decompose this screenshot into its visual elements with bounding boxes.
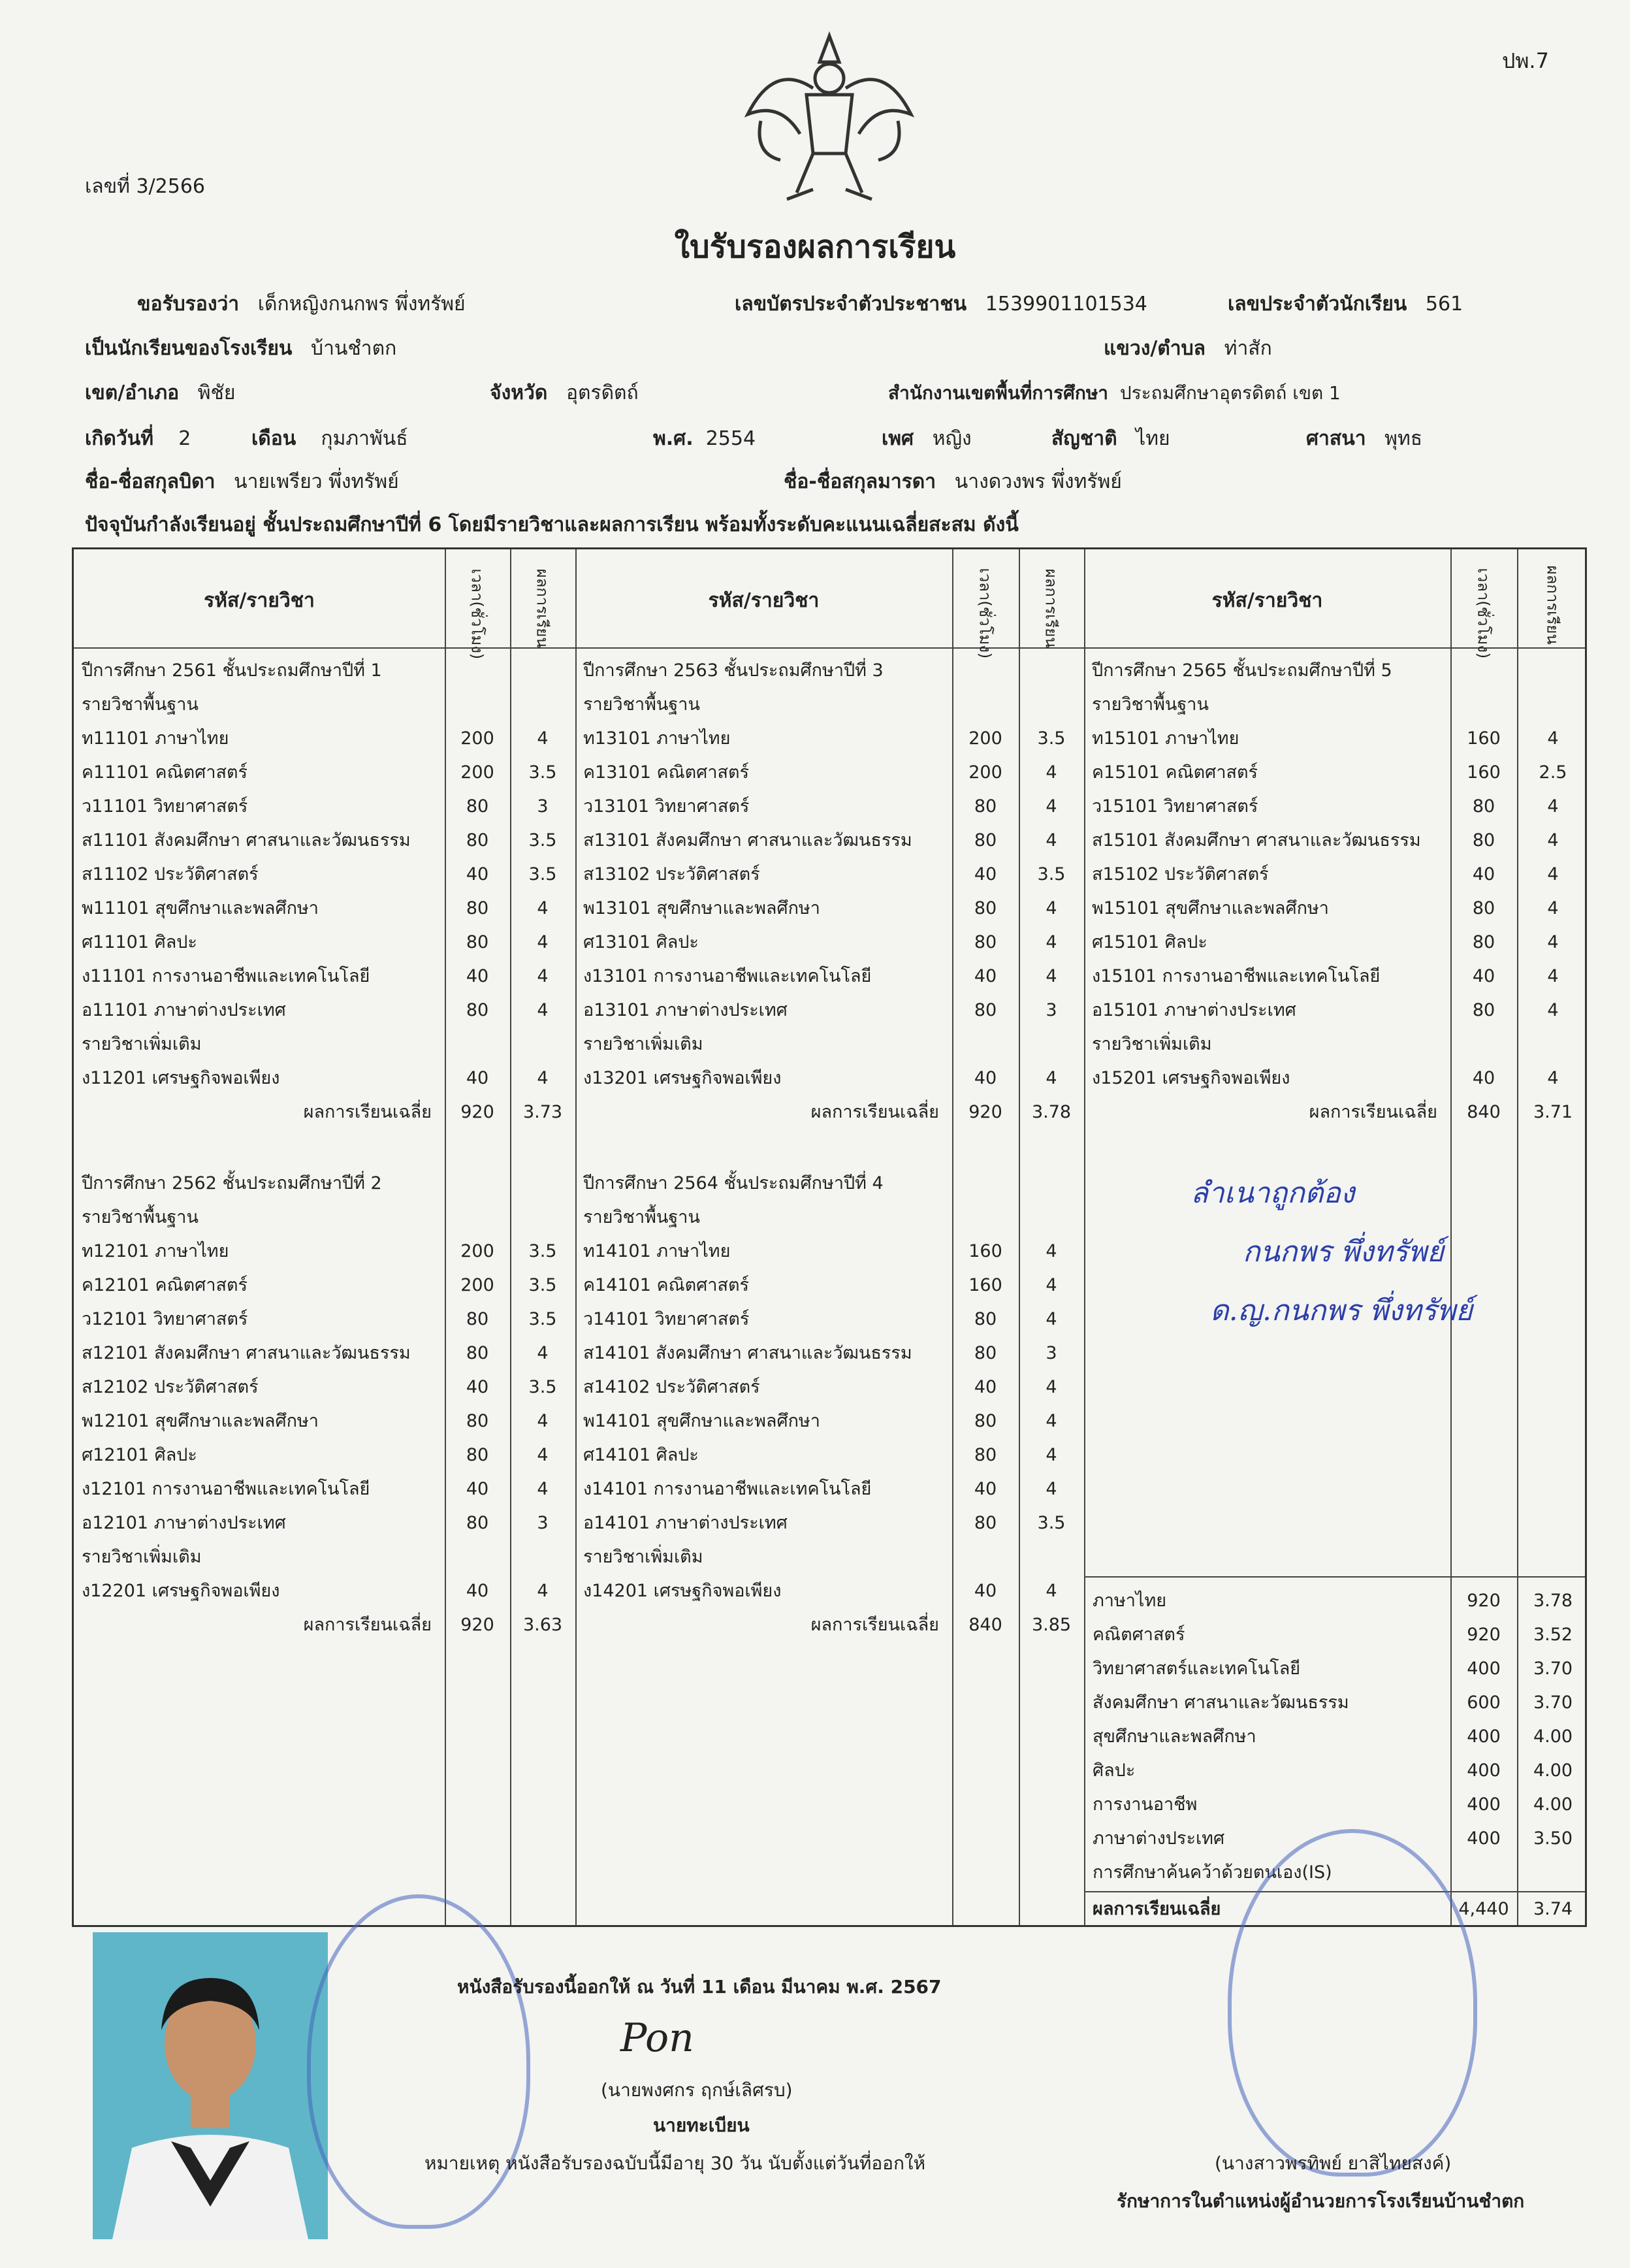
- current-status: ปัจจุบันกำลังเรียนอยู่ ชั้นประถมศึกษาปีที่ 6 โดยมีรายวิชาและผลการเรียน พร้อมทั้งระดับคะแนนเฉลี่ยสะสม ดังนี้: [85, 513, 1019, 536]
- subject-grade: 4: [1046, 966, 1057, 986]
- col-header-hours-3: เวลา(ชั่วโมง): [1474, 568, 1493, 659]
- core-subjects-label: รายวิชาพื้นฐาน: [82, 1207, 199, 1227]
- subject-name: ง12101 การงานอาชีพและเทคโนโลยี: [82, 1479, 370, 1499]
- subject-hours: 40: [466, 864, 489, 884]
- school-label: เป็นนักเรียนของโรงเรียน: [85, 337, 293, 360]
- subject-name: ศ13101 ศิลปะ: [583, 932, 699, 952]
- subject-hours: 80: [466, 1411, 489, 1431]
- subject-name: ค12101 คณิตศาสตร์: [82, 1275, 248, 1295]
- subject-hours: 200: [968, 762, 1002, 783]
- summary-grade: 3.50: [1533, 1828, 1573, 1849]
- page-title: ใบรับรองผลการเรียน: [674, 229, 956, 265]
- subject-name: ว15101 วิทยาศาสตร์: [1092, 796, 1258, 817]
- religion-value: พุทธ: [1384, 427, 1423, 450]
- subject-name: ท11101 ภาษาไทย: [82, 728, 229, 749]
- subject-hours: 80: [974, 1445, 997, 1465]
- student-id-label: เลขประจำตัวนักเรียน: [1228, 293, 1407, 316]
- subject-grade: 3: [537, 796, 549, 817]
- school-row: [85, 333, 396, 364]
- subject-grade: 4: [1046, 796, 1057, 817]
- subject-grade: 3.5: [1037, 864, 1066, 884]
- subject-hours: 80: [974, 1411, 997, 1431]
- year-average-grade: 3.63: [522, 1615, 563, 1635]
- handwriting-line-3: ด.ญ.กนกพร พึ่งทรัพย์: [1210, 1294, 1473, 1327]
- summary-subject: ภาษาต่างประเทศ: [1093, 1828, 1225, 1849]
- subject-hours: 80: [974, 830, 997, 850]
- year-average-grade: 3.78: [1031, 1102, 1072, 1122]
- subject-grade: 4: [537, 1445, 549, 1465]
- summary-grade: 3.70: [1533, 1693, 1573, 1713]
- subject-grade: 4: [1547, 966, 1559, 986]
- subdistrict-row: [1104, 333, 1272, 364]
- subject-name: ง11201 เศรษฐกิจพอเพียง: [82, 1068, 280, 1088]
- subject-hours: 40: [1472, 966, 1495, 986]
- province-value: อุตรดิตถ์: [566, 381, 639, 404]
- subject-hours: 200: [968, 728, 1002, 749]
- subject-grade: 4: [1547, 1000, 1559, 1020]
- subject-grade: 4: [1046, 830, 1057, 850]
- subject-grade: 4: [1046, 1377, 1057, 1397]
- father-row: [85, 466, 399, 497]
- subject-hours: 80: [974, 1000, 997, 1020]
- id-card-label: เลขบัตรประจำตัวประชาชน: [735, 293, 967, 316]
- subject-grade: 4: [1547, 898, 1559, 918]
- subject-name: ส15101 สังคมศึกษา ศาสนาและวัฒนธรรม: [1092, 830, 1421, 850]
- birth-day-value: 2: [178, 427, 191, 450]
- subject-name: ง11101 การงานอาชีพและเทคโนโลยี: [82, 966, 370, 986]
- subject-name: ง13201 เศรษฐกิจพอเพียง: [583, 1068, 782, 1088]
- subject-hours: 40: [974, 966, 997, 986]
- core-subjects-label: รายวิชาพื้นฐาน: [583, 1207, 700, 1227]
- area-office-row: [888, 379, 1341, 408]
- subject-name: ง15101 การงานอาชีพและเทคโนโลยี: [1092, 966, 1381, 986]
- subject-grade: 3: [537, 1513, 549, 1533]
- summary-grade: 4.00: [1533, 1760, 1573, 1781]
- subject-hours: 80: [466, 796, 489, 817]
- summary-subject: วิทยาศาสตร์และเทคโนโลยี: [1093, 1659, 1301, 1679]
- subject-grade: 4: [537, 1343, 549, 1363]
- birth-month-label: เดือน: [251, 427, 296, 450]
- form-code: ปพ.7: [1502, 48, 1549, 73]
- subject-grade: 4: [1547, 1068, 1559, 1088]
- province-label: จังหวัด: [490, 381, 548, 404]
- subject-name: ท15101 ภาษาไทย: [1092, 728, 1239, 749]
- subject-grade: 4: [1547, 864, 1559, 884]
- subject-name: ว14101 วิทยาศาสตร์: [583, 1309, 750, 1329]
- subject-grade: 4: [1046, 1275, 1057, 1295]
- id-card-value: 1539901101534: [985, 293, 1147, 316]
- summary-hours: 920: [1467, 1591, 1501, 1611]
- col-header-grade-1: ผลการเรียน: [533, 568, 552, 648]
- summary-grade: 3.52: [1533, 1625, 1573, 1645]
- subject-hours: 80: [974, 1309, 997, 1329]
- summary-hours: [1450, 1856, 1517, 1890]
- subject-grade: 4: [1046, 1068, 1057, 1088]
- mother-row: [784, 466, 1122, 497]
- subject-hours: 80: [1472, 932, 1495, 952]
- summary-hours: 400: [1467, 1659, 1501, 1679]
- director-title: รักษาการในตำแหน่งผู้อำนวยการโรงเรียนบ้านชำตก: [1117, 2190, 1525, 2212]
- subject-grade: 4: [537, 1411, 549, 1431]
- area-office-label: สำนักงานเขตพื้นที่การศึกษา: [888, 382, 1109, 404]
- year-average-label: ผลการเรียนเฉลี่ย: [810, 1615, 939, 1635]
- subject-name: ส14101 สังคมศึกษา ศาสนาและวัฒนธรรม: [583, 1343, 912, 1363]
- subject-hours: 200: [460, 1241, 494, 1261]
- col-header-subject-2: รหัส/รายวิชา: [708, 589, 820, 612]
- subject-grade: 4: [1547, 728, 1559, 749]
- year-title: ปีการศึกษา 2561 ชั้นประถมศึกษาปีที่ 1: [82, 660, 382, 681]
- student-name: เด็กหญิงกนกพร พึ่งทรัพย์: [257, 293, 466, 316]
- birth-day-label: เกิดวันที่: [85, 427, 154, 450]
- year-title: ปีการศึกษา 2565 ชั้นประถมศึกษาปีที่ 5: [1092, 660, 1392, 681]
- subject-name: อ12101 ภาษาต่างประเทศ: [82, 1513, 286, 1533]
- subject-hours: 40: [974, 1581, 997, 1601]
- subject-grade: 3: [1046, 1343, 1057, 1363]
- subject-hours: 80: [466, 1343, 489, 1363]
- summary-grade: 3.70: [1533, 1659, 1573, 1679]
- subject-name: ท12101 ภาษาไทย: [82, 1241, 229, 1261]
- subject-name: ศ15101 ศิลปะ: [1092, 932, 1207, 952]
- religion-label: ศาสนา: [1306, 427, 1366, 450]
- subject-hours: 80: [1472, 796, 1495, 817]
- year-average-label: ผลการเรียนเฉลี่ย: [810, 1102, 939, 1122]
- subject-hours: 80: [974, 898, 997, 918]
- cert-label: ขอรับรองว่า: [137, 293, 240, 316]
- subject-name: ค14101 คณิตศาสตร์: [583, 1275, 749, 1295]
- school-value: บ้านชำตก: [311, 337, 397, 360]
- subject-hours: 160: [968, 1241, 1002, 1261]
- summary-hours: 400: [1467, 1726, 1501, 1747]
- year-average-hours: 920: [968, 1102, 1002, 1122]
- area-office-value: ประถมศึกษาอุตรดิตถ์ เขต 1: [1119, 382, 1341, 404]
- subject-hours: 80: [466, 830, 489, 850]
- subject-hours: 40: [466, 1479, 489, 1499]
- subject-hours: 80: [1472, 898, 1495, 918]
- subject-name: ส12102 ประวัติศาสตร์: [82, 1377, 259, 1397]
- subject-grade: 4: [537, 1479, 549, 1499]
- birth-day-row: [85, 423, 191, 454]
- overall-grade: 3.74: [1533, 1899, 1573, 1919]
- subject-name: ง12201 เศรษฐกิจพอเพียง: [82, 1581, 280, 1601]
- year-average-hours: 920: [460, 1615, 494, 1635]
- subject-name: อ11101 ภาษาต่างประเทศ: [82, 1000, 286, 1020]
- subject-grade: 4: [537, 1068, 549, 1088]
- summary-subject: คณิตศาสตร์: [1093, 1625, 1185, 1645]
- summary-subject: การงานอาชีพ: [1093, 1794, 1198, 1815]
- subject-hours: 200: [460, 728, 494, 749]
- registrar-signature: Pon: [620, 2015, 694, 2061]
- province-row: [490, 378, 639, 408]
- doc-number-label: เลขที่: [85, 175, 130, 198]
- subject-grade: 4: [1046, 898, 1057, 918]
- subject-grade: 4: [1046, 1309, 1057, 1329]
- col-header-hours-2: เวลา(ชั่วโมง): [976, 568, 995, 659]
- subject-grade: 3.5: [528, 1309, 557, 1329]
- subject-grade: 4: [537, 1000, 549, 1020]
- subject-name: อ13101 ภาษาต่างประเทศ: [583, 1000, 788, 1020]
- subject-grade: 4: [537, 966, 549, 986]
- birth-month-value: กุมภาพันธ์: [321, 427, 408, 450]
- col-header-grade-2: ผลการเรียน: [1042, 568, 1061, 648]
- year-average-hours: 920: [460, 1102, 494, 1122]
- school-seal-right: [1228, 1829, 1477, 2177]
- district-label: เขต/อำเภอ: [85, 381, 180, 404]
- subject-hours: 160: [968, 1275, 1002, 1295]
- religion-row: [1306, 423, 1422, 454]
- subject-hours: 160: [1467, 762, 1501, 783]
- extra-subjects-label: รายวิชาเพิ่มเติม: [82, 1034, 202, 1054]
- summary-hours: 920: [1467, 1625, 1501, 1645]
- extra-subjects-label: รายวิชาเพิ่มเติม: [583, 1034, 703, 1054]
- subject-name: ส15102 ประวัติศาสตร์: [1092, 864, 1269, 884]
- summary-subject: ศิลปะ: [1093, 1760, 1136, 1781]
- subject-name: ค11101 คณิตศาสตร์: [82, 762, 248, 783]
- garuda-emblem: [735, 23, 924, 212]
- year-title: ปีการศึกษา 2562 ชั้นประถมศึกษาปีที่ 2: [82, 1173, 382, 1193]
- handwriting-line-1: ลำเนาถูกต้อง: [1191, 1176, 1355, 1210]
- subject-hours: 40: [1472, 864, 1495, 884]
- subject-name: ง14201 เศรษฐกิจพอเพียง: [583, 1581, 782, 1601]
- birth-year-value: 2554: [705, 427, 756, 450]
- subject-hours: 80: [466, 898, 489, 918]
- mother-value: นางดวงพร พึ่งทรัพย์: [954, 470, 1122, 493]
- subject-name: ส14102 ประวัติศาสตร์: [583, 1377, 760, 1397]
- school-seal-left: [307, 1894, 530, 2229]
- subject-name: ง13101 การงานอาชีพและเทคโนโลยี: [583, 966, 872, 986]
- extra-subjects-label: รายวิชาเพิ่มเติม: [583, 1547, 703, 1567]
- subject-name: ง15201 เศรษฐกิจพอเพียง: [1092, 1068, 1290, 1088]
- subject-hours: 80: [466, 932, 489, 952]
- subject-name: พ11101 สุขศึกษาและพลศึกษา: [82, 898, 319, 918]
- subject-hours: 40: [974, 1068, 997, 1088]
- student-id-value: 561: [1425, 293, 1463, 316]
- birth-year-label: พ.ศ.: [653, 427, 694, 450]
- subject-name: ส13101 สังคมศึกษา ศาสนาและวัฒนธรรม: [583, 830, 912, 850]
- summary-hours: 400: [1467, 1760, 1501, 1781]
- summary-hours: 400: [1467, 1794, 1501, 1815]
- subject-grade: 3.5: [1037, 1513, 1066, 1533]
- registrar-name: (นายพงศกร ฤกษ์เลิศรบ): [601, 2079, 793, 2101]
- subject-hours: 40: [974, 1479, 997, 1499]
- subject-hours: 80: [466, 1445, 489, 1465]
- subject-hours: 80: [1472, 1000, 1495, 1020]
- subject-grade: 3.5: [1037, 728, 1066, 749]
- father-label: ชื่อ-ชื่อสกุลบิดา: [85, 470, 216, 493]
- subject-grade: 4: [1046, 1411, 1057, 1431]
- summary-grade: 3.78: [1533, 1591, 1573, 1611]
- col-header-subject-3: รหัส/รายวิชา: [1211, 589, 1323, 612]
- subject-name: พ12101 สุขศึกษาและพลศึกษา: [82, 1411, 319, 1431]
- subject-name: ง14101 การงานอาชีพและเทคโนโลยี: [583, 1479, 872, 1499]
- summary-grade: [1517, 1856, 1589, 1890]
- subject-grade: 4: [1046, 1581, 1057, 1601]
- director-name: (นางสาวพรทิพย์ ยาสิไทยสงค์): [1215, 2152, 1452, 2174]
- summary-hours: 600: [1467, 1693, 1501, 1713]
- year-average-label: ผลการเรียนเฉลี่ย: [1309, 1102, 1437, 1122]
- subject-name: ท14101 ภาษาไทย: [583, 1241, 731, 1261]
- overall-hours: 4,440: [1458, 1899, 1509, 1919]
- year-average-grade: 3.85: [1031, 1615, 1072, 1635]
- subject-hours: 80: [974, 796, 997, 817]
- subject-name: ศ11101 ศิลปะ: [82, 932, 197, 952]
- subdistrict-label: แขวง/ตำบล: [1104, 337, 1206, 360]
- birth-month-row: [251, 423, 408, 454]
- subject-grade: 4: [537, 1581, 549, 1601]
- subject-name: ส12101 สังคมศึกษา ศาสนาและวัฒนธรรม: [82, 1343, 411, 1363]
- nationality-row: [1051, 423, 1170, 454]
- subject-grade: 2.5: [1539, 762, 1567, 783]
- father-value: นายเพรียว พึ่งทรัพย์: [234, 470, 399, 493]
- subject-name: ว11101 วิทยาศาสตร์: [82, 796, 248, 817]
- subject-grade: 3: [1046, 1000, 1057, 1020]
- year-title: ปีการศึกษา 2564 ชั้นประถมศึกษาปีที่ 4: [583, 1173, 884, 1193]
- grades-table: [72, 547, 1587, 1927]
- subject-grade: 3.5: [528, 1275, 557, 1295]
- subject-name: ว13101 วิทยาศาสตร์: [583, 796, 750, 817]
- subject-hours: 160: [1467, 728, 1501, 749]
- cert-row: [137, 289, 466, 319]
- subject-grade: 4: [537, 932, 549, 952]
- subject-grade: 4: [1547, 796, 1559, 817]
- summary-subject: สุขศึกษาและพลศึกษา: [1093, 1726, 1256, 1747]
- subject-grade: 4: [537, 898, 549, 918]
- subject-hours: 80: [466, 1513, 489, 1533]
- sex-row: [882, 423, 972, 454]
- core-subjects-label: รายวิชาพื้นฐาน: [583, 694, 700, 715]
- subject-grade: 3.5: [528, 762, 557, 783]
- subject-name: ศ12101 ศิลปะ: [82, 1445, 197, 1465]
- summary-subject: สังคมศึกษา ศาสนาและวัฒนธรรม: [1093, 1693, 1349, 1713]
- summary-hours: 400: [1467, 1828, 1501, 1849]
- doc-number-value: 3/2566: [136, 175, 206, 198]
- subject-grade: 4: [1547, 932, 1559, 952]
- subject-grade: 4: [1046, 1479, 1057, 1499]
- col-header-grade-3: ผลการเรียน: [1543, 565, 1562, 645]
- registrar-title: นายทะเบียน: [653, 2114, 750, 2136]
- subject-name: ค13101 คณิตศาสตร์: [583, 762, 749, 783]
- overall-label: ผลการเรียนเฉลี่ย: [1093, 1899, 1221, 1919]
- year-average-label: ผลการเรียนเฉลี่ย: [303, 1102, 432, 1122]
- core-subjects-label: รายวิชาพื้นฐาน: [1092, 694, 1209, 715]
- subject-name: อ14101 ภาษาต่างประเทศ: [583, 1513, 788, 1533]
- year-average-hours: 840: [968, 1615, 1002, 1635]
- subject-grade: 3.5: [528, 1241, 557, 1261]
- subject-grade: 4: [1046, 932, 1057, 952]
- subject-grade: 4: [537, 728, 549, 749]
- summary-subject: การศึกษาค้นคว้าด้วยตนเอง(IS): [1093, 1862, 1332, 1883]
- summary-grade: 4.00: [1533, 1794, 1573, 1815]
- extra-subjects-label: รายวิชาเพิ่มเติม: [82, 1547, 202, 1567]
- subject-hours: 80: [466, 1000, 489, 1020]
- doc-number: [85, 171, 205, 202]
- col-header-subject-1: รหัส/รายวิชา: [204, 589, 315, 612]
- year-average-hours: 840: [1467, 1102, 1501, 1122]
- issued-statement: หนังสือรับรองนี้ออกให้ ณ วันที่ 11 เดือน มีนาคม พ.ศ. 2567: [457, 1976, 942, 1998]
- id-card-row: [735, 289, 1147, 319]
- col-header-hours-1: เวลา(ชั่วโมง): [468, 568, 487, 660]
- validity-note: หมายเหตุ หนังสือรับรองฉบับนี้มีอายุ 30 วัน นับตั้งแต่วันที่ออกให้: [424, 2152, 926, 2174]
- mother-label: ชื่อ-ชื่อสกุลมารดา: [784, 470, 936, 493]
- subject-hours: 80: [466, 1309, 489, 1329]
- birth-year-row: [653, 423, 756, 454]
- subject-name: ส13102 ประวัติศาสตร์: [583, 864, 760, 884]
- subject-name: ส11101 สังคมศึกษา ศาสนาและวัฒนธรรม: [82, 830, 411, 850]
- student-id-row: [1228, 289, 1463, 319]
- subject-hours: 80: [1472, 830, 1495, 850]
- subject-grade: 4: [1046, 1241, 1057, 1261]
- summary-grade: 4.00: [1533, 1726, 1573, 1747]
- student-photo-image: [93, 1932, 328, 2239]
- subject-name: ว12101 วิทยาศาสตร์: [82, 1309, 248, 1329]
- subject-grade: 3.5: [528, 1377, 557, 1397]
- subject-hours: 40: [466, 966, 489, 986]
- subject-hours: 40: [974, 1377, 997, 1397]
- subject-hours: 80: [974, 932, 997, 952]
- subject-grade: 3.5: [528, 864, 557, 884]
- year-average-grade: 3.73: [522, 1102, 563, 1122]
- subject-name: อ15101 ภาษาต่างประเทศ: [1092, 1000, 1296, 1020]
- subject-hours: 40: [466, 1581, 489, 1601]
- subject-grade: 4: [1046, 762, 1057, 783]
- year-average-grade: 3.71: [1533, 1102, 1573, 1122]
- year-title: ปีการศึกษา 2563 ชั้นประถมศึกษาปีที่ 3: [583, 660, 884, 681]
- subject-grade: 4: [1046, 1445, 1057, 1465]
- student-photo: [93, 1932, 328, 2239]
- subject-hours: 200: [460, 1275, 494, 1295]
- sex-label: เพศ: [882, 427, 914, 450]
- subject-name: ศ14101 ศิลปะ: [583, 1445, 699, 1465]
- district-row: [85, 378, 235, 408]
- subject-name: พ15101 สุขศึกษาและพลศึกษา: [1092, 898, 1329, 918]
- subject-hours: 40: [974, 864, 997, 884]
- extra-subjects-label: รายวิชาเพิ่มเติม: [1092, 1034, 1212, 1054]
- district-value: พิชัย: [197, 381, 236, 404]
- subject-name: ค15101 คณิตศาสตร์: [1092, 762, 1258, 783]
- subject-hours: 80: [974, 1343, 997, 1363]
- subject-grade: 4: [1547, 830, 1559, 850]
- subject-hours: 40: [1472, 1068, 1495, 1088]
- subject-name: พ13101 สุขศึกษาและพลศึกษา: [583, 898, 820, 918]
- subdistrict-value: ท่าสัก: [1224, 337, 1272, 360]
- subject-name: พ14101 สุขศึกษาและพลศึกษา: [583, 1411, 820, 1431]
- summary-subject: ภาษาไทย: [1093, 1591, 1167, 1611]
- core-subjects-label: รายวิชาพื้นฐาน: [82, 694, 199, 715]
- year-average-label: ผลการเรียนเฉลี่ย: [303, 1615, 432, 1635]
- handwriting-line-2: กนกพร พึ่งทรัพย์: [1243, 1235, 1444, 1269]
- subject-name: ท13101 ภาษาไทย: [583, 728, 731, 749]
- subject-name: ส11102 ประวัติศาสตร์: [82, 864, 259, 884]
- nationality-value: ไทย: [1136, 427, 1170, 450]
- sex-value: หญิง: [932, 427, 972, 450]
- subject-hours: 200: [460, 762, 494, 783]
- subject-hours: 40: [466, 1068, 489, 1088]
- subject-grade: 3.5: [528, 830, 557, 850]
- subject-hours: 40: [466, 1377, 489, 1397]
- nationality-label: สัญชาติ: [1051, 427, 1117, 450]
- subject-hours: 80: [974, 1513, 997, 1533]
